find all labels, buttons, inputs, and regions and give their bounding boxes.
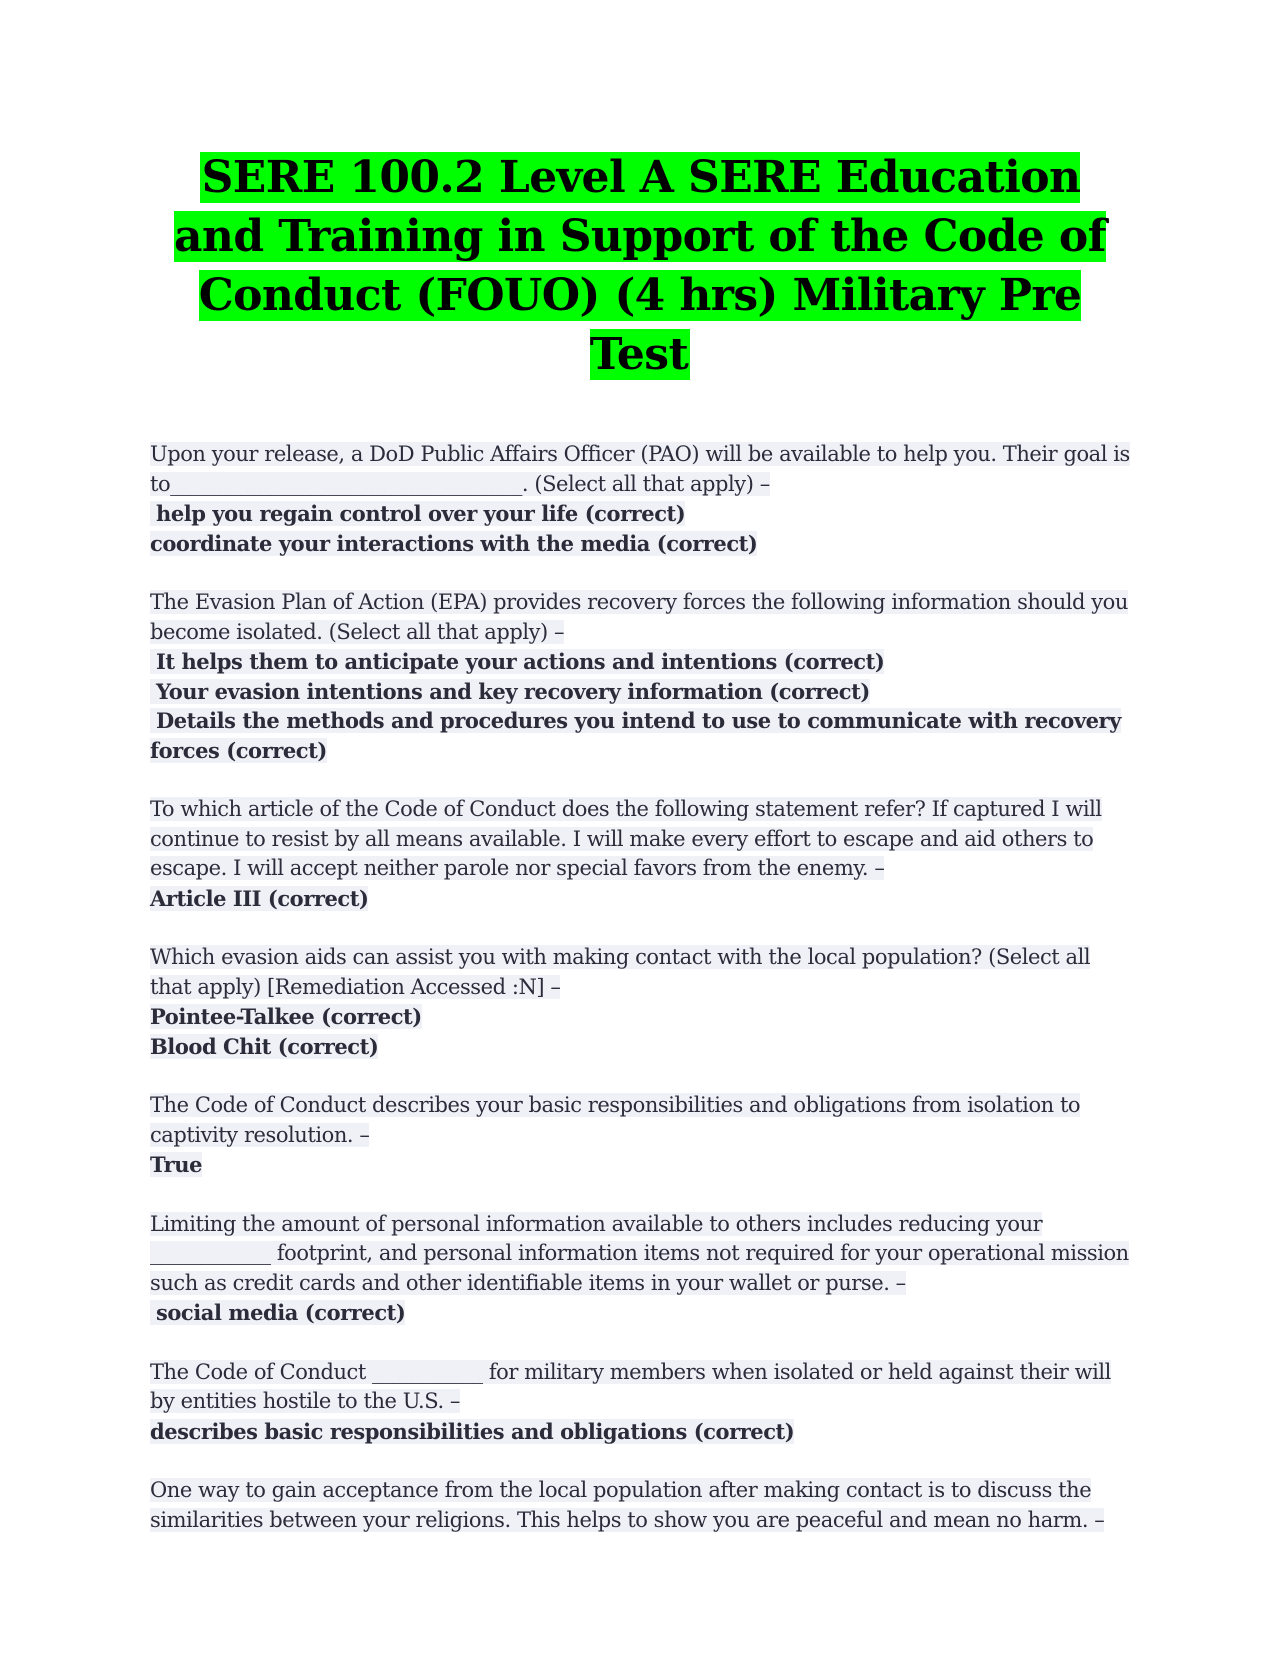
answer-text: help you regain control over your life (correct)	[150, 499, 1130, 529]
answer-text: Pointee-Talkee (correct)	[150, 1004, 422, 1029]
question-item	[150, 1210, 1130, 1328]
document-title: SERE 100.2 Level A SERE Education and Training in Support of the Code of Conduct (FOUO) (4 hrs) Military Pre Test	[174, 152, 1106, 380]
answer-text: It helps them to anticipate your actions and intentions (correct)	[150, 647, 1130, 677]
answer-text: describes basic responsibilities and obligations (correct)	[150, 1418, 795, 1444]
document-page	[150, 0, 1130, 1565]
question-item	[150, 1358, 1130, 1447]
answer-text: Your evasion intentions and key recovery information (correct)	[150, 677, 1130, 707]
question-text: The Code of Conduct describes your basic responsibilities and obligations from isolation to captivity resolution. –	[150, 1093, 1081, 1147]
question-item	[150, 1476, 1130, 1535]
question-list	[150, 440, 1130, 1535]
question-item	[150, 588, 1130, 765]
answer-text: Blood Chit (correct)	[150, 1033, 379, 1059]
question-item	[150, 1091, 1130, 1180]
question-item	[150, 795, 1130, 913]
question-text: Limiting the amount of personal information available to others includes reducing your ____________ footprint, and personal information items not required for your operational mission such as credit cards and other identifiable items in your wallet or purse. –	[150, 1211, 1129, 1295]
question-item	[150, 440, 1130, 558]
answer-text: coordinate your interactions with the media (correct)	[150, 530, 758, 556]
answer-text: Details the methods and procedures you intend to use to communicate with recovery forces (correct)	[150, 708, 1121, 763]
question-text: Which evasion aids can assist you with making contact with the local population? (Select all that apply) [Remediation Accessed :N] –	[150, 945, 1091, 999]
question-text: The Evasion Plan of Action (EPA) provides recovery forces the following information should you become isolated. (Select all that apply) –	[150, 590, 1128, 644]
question-text: Upon your release, a DoD Public Affairs Officer (PAO) will be available to help you. Their goal is to___________________________________. (Select all that apply) –	[150, 442, 1130, 496]
answer-text: True	[150, 1152, 202, 1177]
answer-text: social media (correct)	[150, 1298, 1130, 1328]
question-text: One way to gain acceptance from the local population after making contact is to discuss the similarities between your religions. This helps to show you are peaceful and mean no harm. –	[150, 1478, 1105, 1532]
question-item	[150, 943, 1130, 1061]
question-text: To which article of the Code of Conduct does the following statement refer? If captured I will continue to resist by all means available. I will make every effort to escape and aid others to escape. I will accept neither parole nor special favors from the enemy. –	[150, 797, 1102, 880]
answer-text: Article III (correct)	[150, 885, 369, 911]
question-text: The Code of Conduct ___________ for military members when isolated or held against their will by entities hostile to the U.S. –	[150, 1359, 1111, 1413]
